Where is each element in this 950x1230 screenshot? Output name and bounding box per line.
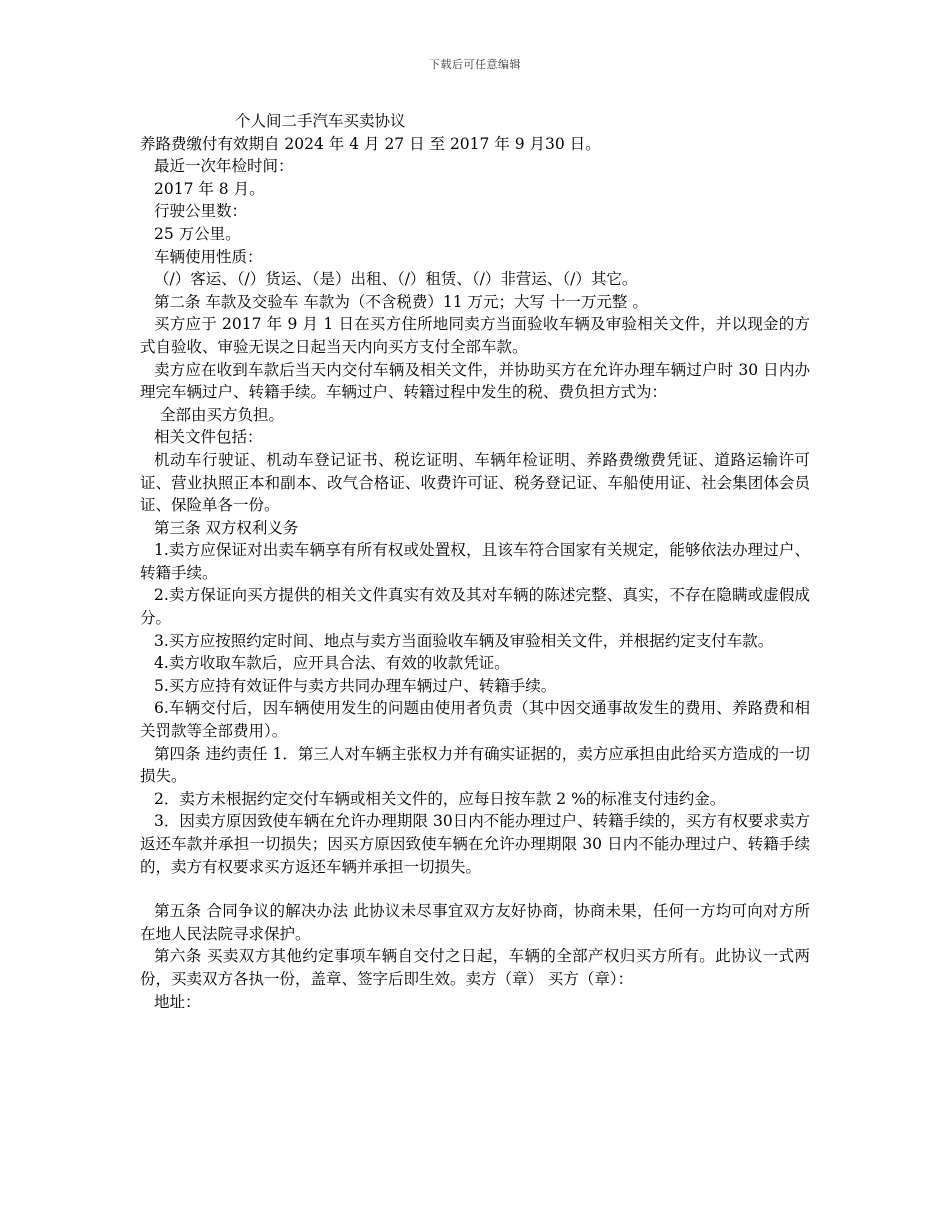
paragraph: 2．卖方未根据约定交付车辆或相关文件的，应每日按车款 2 %的标准支付违约金。 — [154, 789, 726, 808]
paragraph: 3．因卖方原因致使车辆在允许办理期限 30日内不能办理过户、转籍手续的，买方有权要求卖方返还车款并承担一切损失；因买方原因致使车辆在允许办理期限 30 日内不能办理过户、转籍手续的，卖方有权要求买方返还车辆并承担一切损失。 — [140, 812, 810, 876]
paragraph: 机动车行驶证、机动车登记证书、税讫证明、车辆年检证明、养路费缴费凭证、道路运输许可证、营业执照正本和副本、改气合格证、收费许可证、税务登记证、车船使用证、社会集团体会员证、保险单各一份。 — [140, 450, 810, 515]
paragraph: 第二条 车款及交验车 车款为（不含税费）11 万元；大写 十一万元整 。 — [154, 292, 648, 311]
paragraph: 全部由买方负担。 — [160, 405, 285, 424]
page-header-note: 下载后可任意编辑 — [429, 58, 521, 71]
section-heading: 第三条 双方权利义务 — [154, 518, 299, 537]
paragraph: 第五条 合同争议的解决办法 此协议未尽事宜双方友好协商，协商未果，任何一方均可向对方所在地人民法院寻求保护。 — [140, 902, 810, 943]
paragraph: （/）客运、（/）货运、（是）出租、（/）租赁、（/）非营运、（/）其它。 — [154, 270, 638, 289]
paragraph: 6.车辆交付后，因车辆使用发生的问题由使用者负责（其中因交通事故发生的费用、养路费和相关罚款等全部费用）。 — [140, 699, 810, 741]
document-body — [140, 110, 810, 1013]
document-title: 个人间二手汽车买卖协议 — [235, 112, 406, 130]
paragraph: 车辆使用性质： — [154, 247, 263, 266]
paragraph: 1.卖方应保证对出卖车辆享有所有权或处置权，且该车符合国家有关规定，能够依法办理过户、转籍手续。 — [140, 541, 810, 582]
paragraph: 买方应于 2017 年 9 月 1 日在买方住所地同卖方当面验收车辆及审验相关文件，并以现金的方式自验收、审验无误之日起当天内向买方支付全部车款。 — [140, 315, 810, 356]
paragraph: 25 万公里。 — [154, 224, 241, 243]
paragraph: 4.卖方收取车款后，应开具合法、有效的收款凭证。 — [154, 654, 510, 673]
blank-line — [140, 878, 810, 900]
paragraph: 2017 年 8 月。 — [154, 179, 265, 198]
paragraph: 5.买方应持有效证件与卖方共同办理车辆过户、转籍手续。 — [154, 676, 557, 695]
paragraph: 第四条 违约责任 1．第三人对车辆主张权力并有确实证据的，卖方应承担由此给买方造成的一切损失。 — [140, 744, 810, 786]
paragraph: 3.买方应按照约定时间、地点与卖方当面验收车辆及审验相关文件，并根据约定支付车款。 — [154, 631, 774, 650]
paragraph: 养路费缴付有效期自 2024 年 4 月 27 日 至 2017 年 9 月30 日。 — [140, 134, 601, 153]
paragraph: 行驶公里数： — [154, 202, 248, 221]
paragraph: 第六条 买卖双方其他约定事项车辆自交付之日起，车辆的全部产权归买方所有。此协议一式两份，买卖双方各执一份，盖章、签字后即生效。卖方（章） 买方（章）： — [140, 947, 810, 988]
paragraph: 相关文件包括： — [154, 428, 263, 447]
paragraph: 卖方应在收到车款后当天内交付车辆及相关文件，并协助买方在允许办理车辆过户时 30 日内办理完车辆过户、转籍手续。车辆过户、转籍过程中发生的税、费负担方式为： — [140, 360, 810, 402]
paragraph: 2.卖方保证向买方提供的相关文件真实有效及其对车辆的陈述完整、真实，不存在隐瞒或虚假成分。 — [140, 586, 810, 628]
paragraph: 最近一次年检时间： — [154, 157, 294, 176]
paragraph: 地址： — [154, 992, 201, 1011]
